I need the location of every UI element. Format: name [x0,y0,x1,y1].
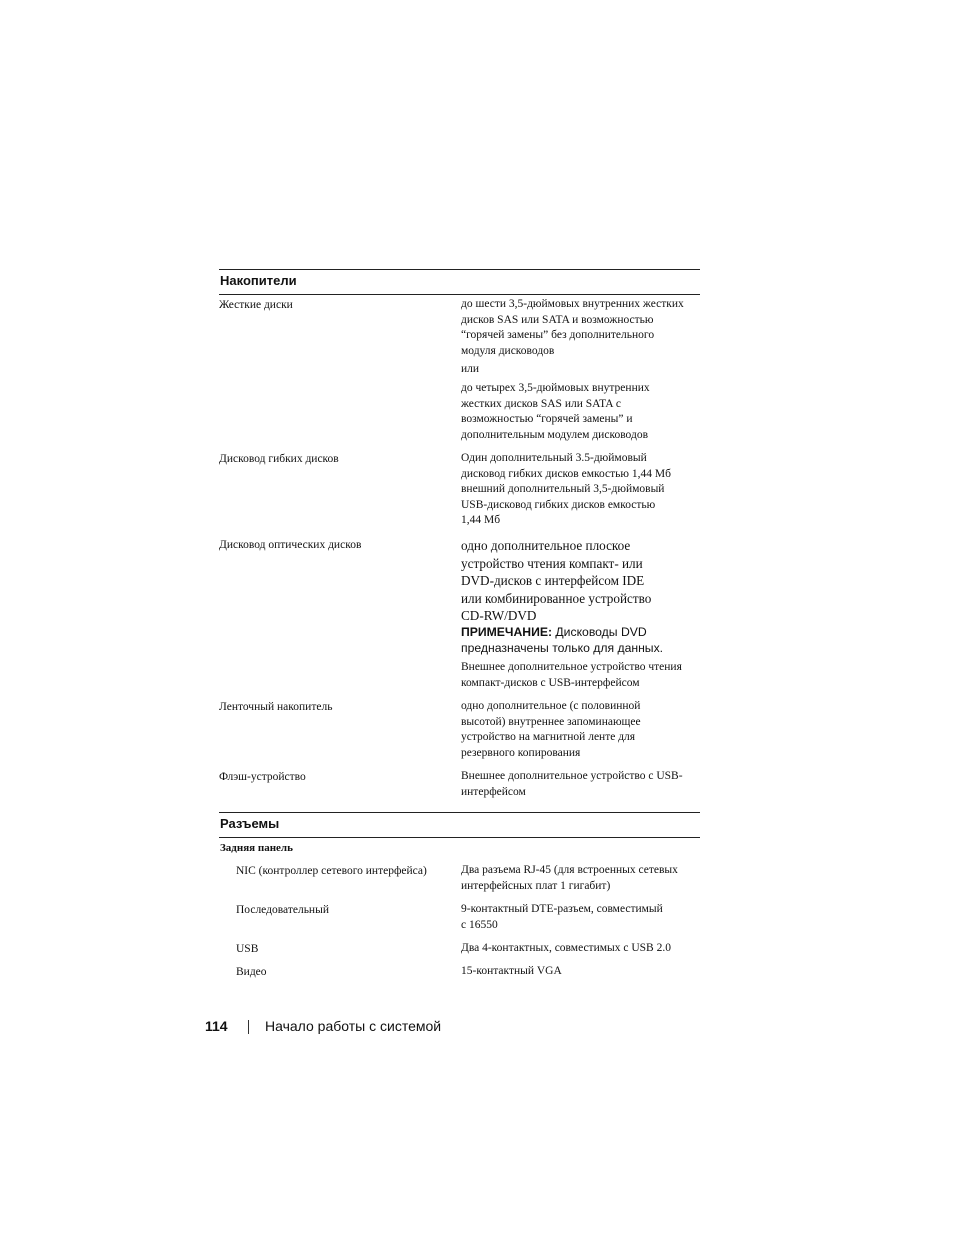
section-header-rule [219,294,700,295]
spec-value-hard-drives-or: или [461,363,480,375]
spec-value-optical: одно дополнительное плоское устройство чтения компакт- или DVD-дисков с интерфейсом IDE или комбинированное устройство CD-RW/DVD [461,538,652,624]
page-number: 114 [205,1018,228,1034]
footer-section-title: Начало работы с системой [265,1018,442,1034]
spec-label-floppy: Дисковод гибких дисков [219,453,339,465]
footer-divider [248,1020,249,1034]
spec-value-hard-drives-2: до четырех 3,5-дюймовых внутренних жестких дисков SAS или SATA с возможностью “горячей замены” и дополнительным модулем дисководов [461,382,650,441]
spec-value-floppy: Один дополнительный 3.5-дюймовый дисковод гибких дисков емкостью 1,44 Мб внешний дополнительный 3,5-дюймовый USB-дисковод гибких дисков емкостью 1,44 Мб [461,452,671,527]
spec-label-hard-drives: Жесткие диски [219,299,293,311]
spec-value-nic: Два разъема RJ-45 (для встроенных сетевых интерфейсных плат 1 гигабит) [461,864,678,892]
spec-value-optical-external: Внешнее дополнительное устройство чтения компакт-дисков с USB-интерфейсом [461,661,682,689]
spec-label-flash: Флэш-устройство [219,771,306,783]
section-header-rule [219,837,700,838]
note-text: Дисководы DVD предназначены только для данных. [461,625,664,656]
note-optical [461,624,701,657]
section-title-connectors: Разъемы [220,816,280,831]
section-top-rule [219,812,700,813]
spec-value-serial: 9-контактный DTE-разъем, совместимый с 16550 [461,903,663,931]
spec-label-serial: Последовательный [236,904,329,916]
spec-value-flash: Внешнее дополнительное устройство с USB- интерфейсом [461,770,683,798]
spec-label-video: Видео [236,966,267,978]
note-label: ПРИМЕЧАНИЕ: [461,625,553,639]
spec-label-tape: Ленточный накопитель [219,701,333,713]
spec-value-usb: Два 4-контактных, совместимых с USB 2.0 [461,942,671,954]
section-title-storage: Накопители [220,273,297,288]
spec-value-tape: одно дополнительное (с половинной высотой) внутреннее запоминающее устройство на магнитной ленте для резервного копирования [461,700,641,759]
spec-value-hard-drives-1: до шести 3,5-дюймовых внутренних жестких дисков SAS или SATA и возможностью “горячей замены” без дополнительного модуля дисководов [461,298,684,357]
spec-label-nic: NIC (контроллер сетевого интерфейса) [236,865,427,877]
spec-label-usb: USB [236,943,259,955]
spec-value-video: 15-контактный VGA [461,965,562,977]
subsection-title-rear-panel: Задняя панель [220,842,293,854]
section-top-rule [219,269,700,270]
spec-label-optical: Дисковод оптических дисков [219,539,362,551]
